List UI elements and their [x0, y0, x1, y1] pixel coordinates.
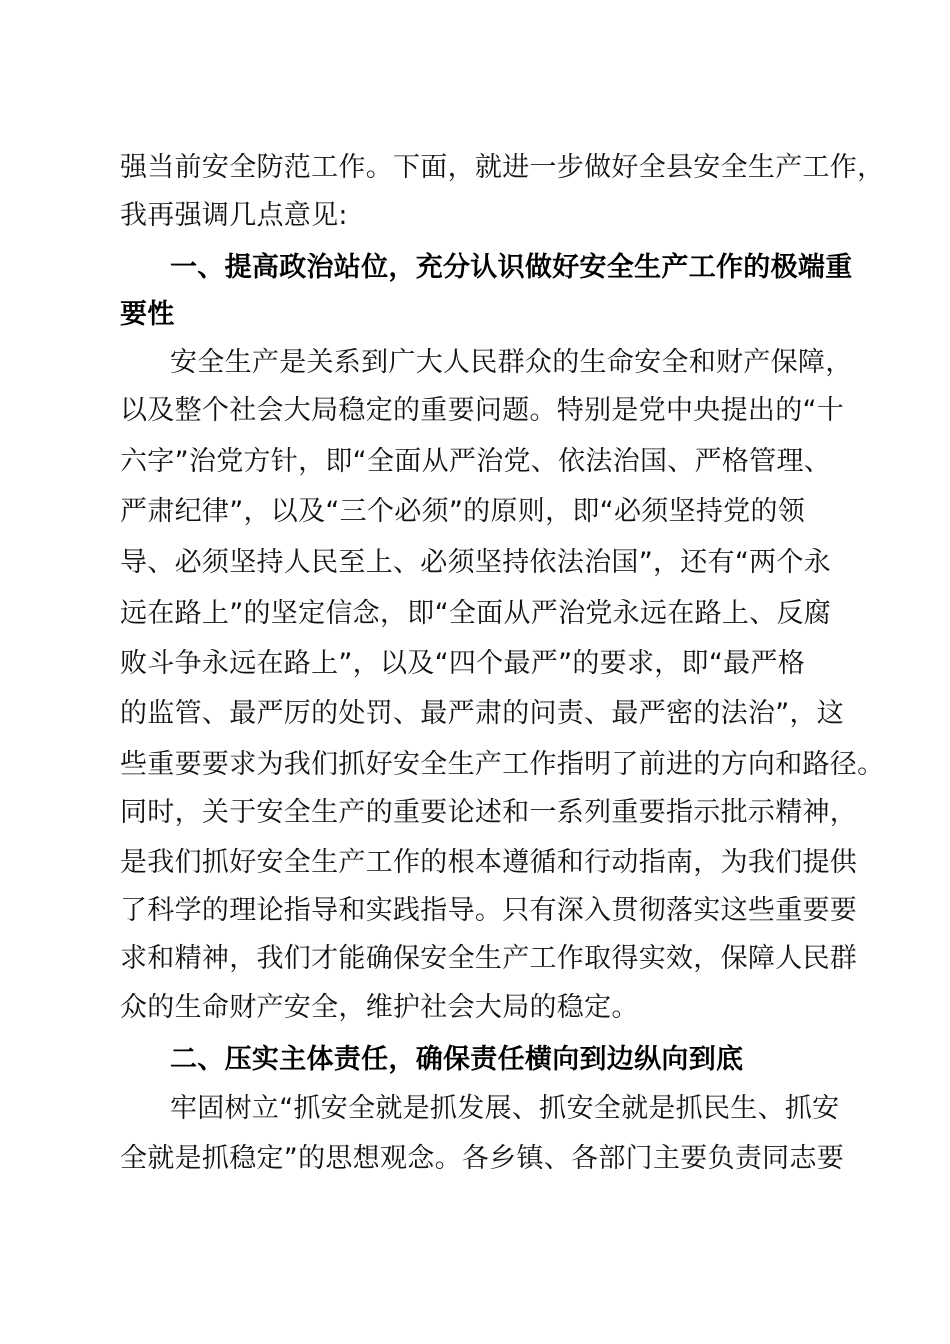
paragraph-line: 是我们抓好安全生产工作的根本遵循和行动指南，为我们提供 — [120, 847, 858, 878]
paragraph-line: 求和精神，我们才能确保安全生产工作取得实效，保障人民群 — [120, 943, 858, 974]
intro-line: 强当前安全防范工作。下面，就进一步做好全县安全生产工作， — [120, 152, 885, 183]
paragraph-line: 安全生产是关系到广大人民群众的生命安全和财产保障， — [170, 347, 853, 378]
paragraph-line: 的监管、最严厉的处罚、最严肃的问责、最严密的法治”，这 — [120, 698, 845, 729]
paragraph-line: 全就是抓稳定”的思想观念。各乡镇、各部门主要负责同志要 — [120, 1143, 845, 1174]
paragraph-line: 同时，关于安全生产的重要论述和一系列重要指示批示精神， — [120, 797, 858, 828]
section-2-heading: 二、压实主体责任，确保责任横向到边纵向到底 — [170, 1044, 744, 1075]
paragraph-line: 了科学的理论指导和实践指导。只有深入贯彻落实这些重要要 — [120, 895, 858, 926]
paragraph-line: 远在路上”的坚定信念，即“全面从严治党永远在路上、反腐 — [120, 598, 832, 629]
paragraph-line: 导、必须坚持人民至上、必须坚持依法治国”，还有“两个永 — [120, 547, 832, 578]
paragraph-line: 些重要要求为我们抓好安全生产工作指明了前进的方向和路径。 — [120, 749, 885, 780]
paragraph-line: 六字”治党方针，即“全面从严治党、依法治国、严格管理、 — [120, 446, 832, 477]
paragraph-line: 众的生命财产安全，维护社会大局的稳定。 — [120, 992, 639, 1023]
paragraph-line: 严肃纪律”，以及“三个必须”的原则，即“必须坚持党的领 — [120, 496, 806, 527]
paragraph-line: 以及整个社会大局稳定的重要问题。特别是党中央提出的“十 — [120, 395, 845, 426]
paragraph-line: 败斗争永远在路上”，以及“四个最严”的要求，即“最严格 — [120, 648, 806, 679]
section-1-heading: 要性 — [120, 299, 175, 330]
paragraph-line: 牢固树立“抓安全就是抓发展、抓安全就是抓民生、抓安 — [170, 1093, 840, 1124]
section-1-heading: 一、提高政治站位，充分认识做好安全生产工作的极端重 — [170, 252, 853, 283]
intro-line: 我再强调几点意见: — [120, 200, 348, 231]
